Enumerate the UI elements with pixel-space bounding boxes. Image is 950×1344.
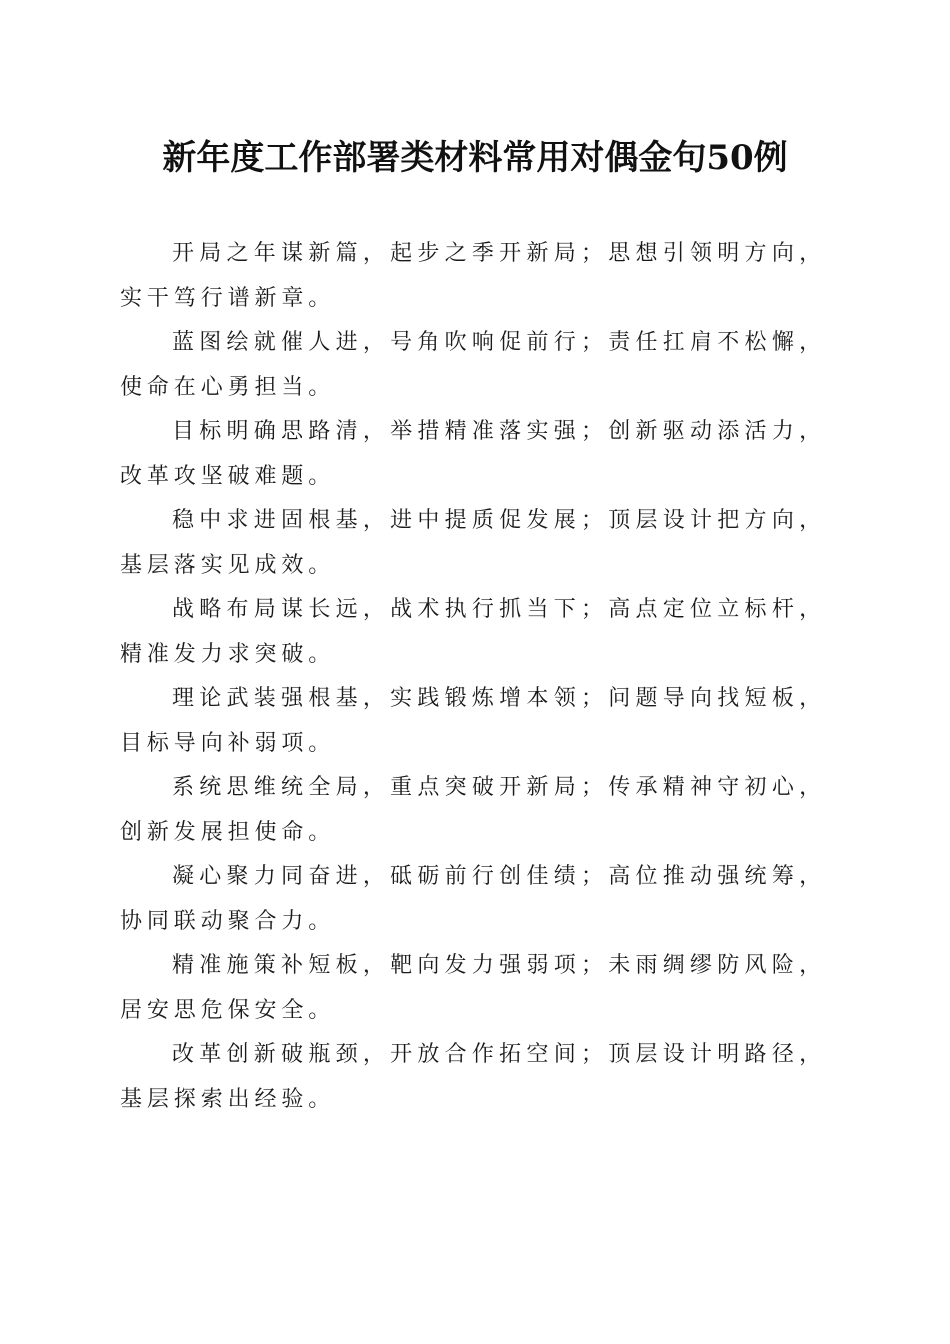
document-body (120, 232, 826, 1122)
paragraph-6: 理论武装强根基，实践锻炼增本领；问题导向找短板，目标导向补弱项。 (120, 686, 826, 756)
paragraph-1: 开局之年谋新篇，起步之季开新局；思想引领明方向，实干笃行谱新章。 (120, 241, 826, 311)
paragraph-9: 精准施策补短板，靶向发力强弱项；未雨绸缪防风险，居安思危保安全。 (120, 953, 826, 1023)
paragraph-10: 改革创新破瓶颈，开放合作拓空间；顶层设计明路径，基层探索出经验。 (120, 1042, 826, 1112)
paragraph-3: 目标明确思路清，举措精准落实强；创新驱动添活力，改革攻坚破难题。 (120, 419, 826, 489)
paragraph-4: 稳中求进固根基，进中提质促发展；顶层设计把方向，基层落实见成效。 (120, 508, 826, 578)
paragraph-8: 凝心聚力同奋进，砥砺前行创佳绩；高位推动强统筹，协同联动聚合力。 (120, 864, 826, 934)
document-title: 新年度工作部署类材料常用对偶金句50例 (162, 138, 788, 178)
paragraph-7: 系统思维统全局，重点突破开新局；传承精神守初心，创新发展担使命。 (120, 775, 826, 845)
paragraph-5: 战略布局谋长远，战术执行抓当下；高点定位立标杆，精准发力求突破。 (120, 597, 826, 667)
paragraph-2: 蓝图绘就催人进，号角吹响促前行；责任扛肩不松懈，使命在心勇担当。 (120, 330, 826, 400)
